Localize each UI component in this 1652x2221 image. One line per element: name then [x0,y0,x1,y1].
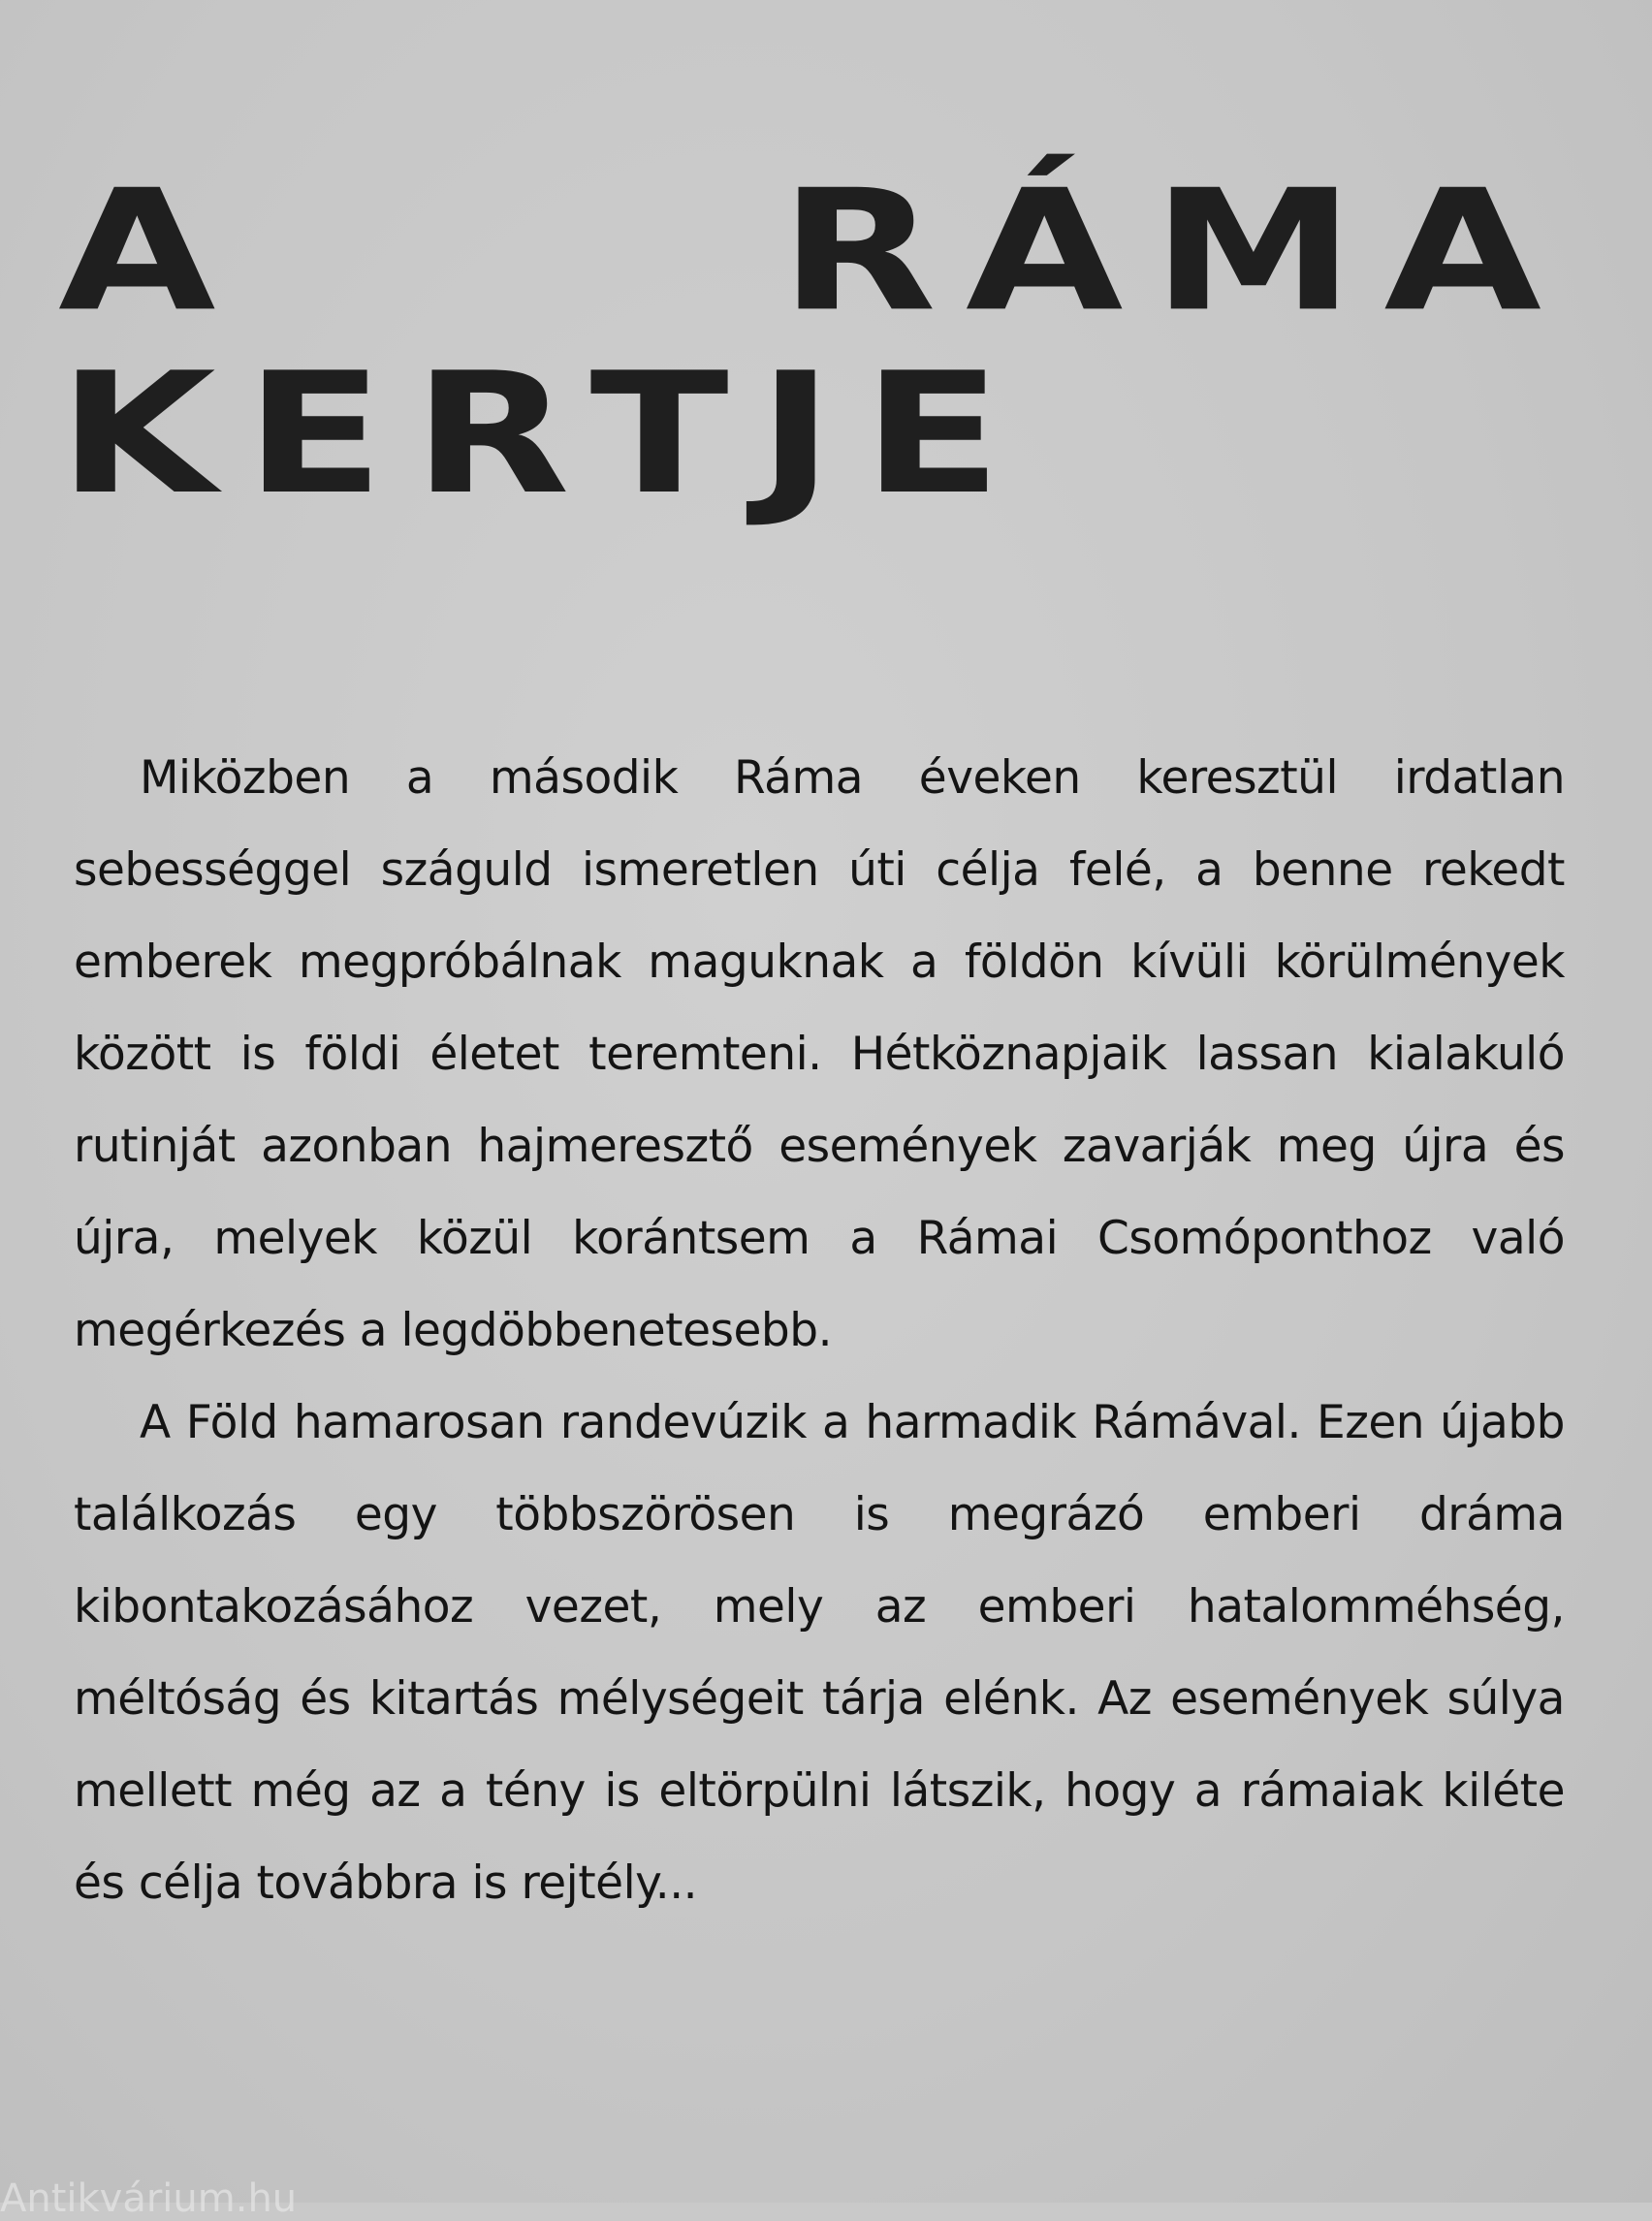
title-line-1: A RÁMA [58,153,1571,349]
blurb-paragraph-1: Miközben a második Ráma éveken keresztül irdatlan sebességgel száguld ismeretlen úti célja felé, a benne rekedt emberek megpróbálnak maguknak a földön kívüli körülmények között is földi életet teremteni. Hétköznapjaik lassan kialakuló rutinját azonban hajmeresztő események zavarják meg újra és újra, melyek közül korántsem a Rámai Csomóponthoz való megérkezés a legdöbbenetesebb. [74,751,1565,1357]
title-line-2: KERTJE [58,336,1032,531]
watermark: Antikvárium.hu [0,2176,298,2221]
blurb-text [74,732,1565,1929]
book-title [58,153,1571,531]
blurb-paragraph-2: A Föld hamarosan randevúzik a harmadik Rámával. Ezen újabb találkozás egy többszörösen is megrázó emberi dráma kibontakozásához vezet, mely az emberi hatalomméhség, méltóság és kitartás mélységeit tárja elénk. Az események súlya mellett még az a tény is eltörpülni látszik, hogy a rámaiak kiléte és célja továbbra is rejtély... [74,1396,1565,1910]
